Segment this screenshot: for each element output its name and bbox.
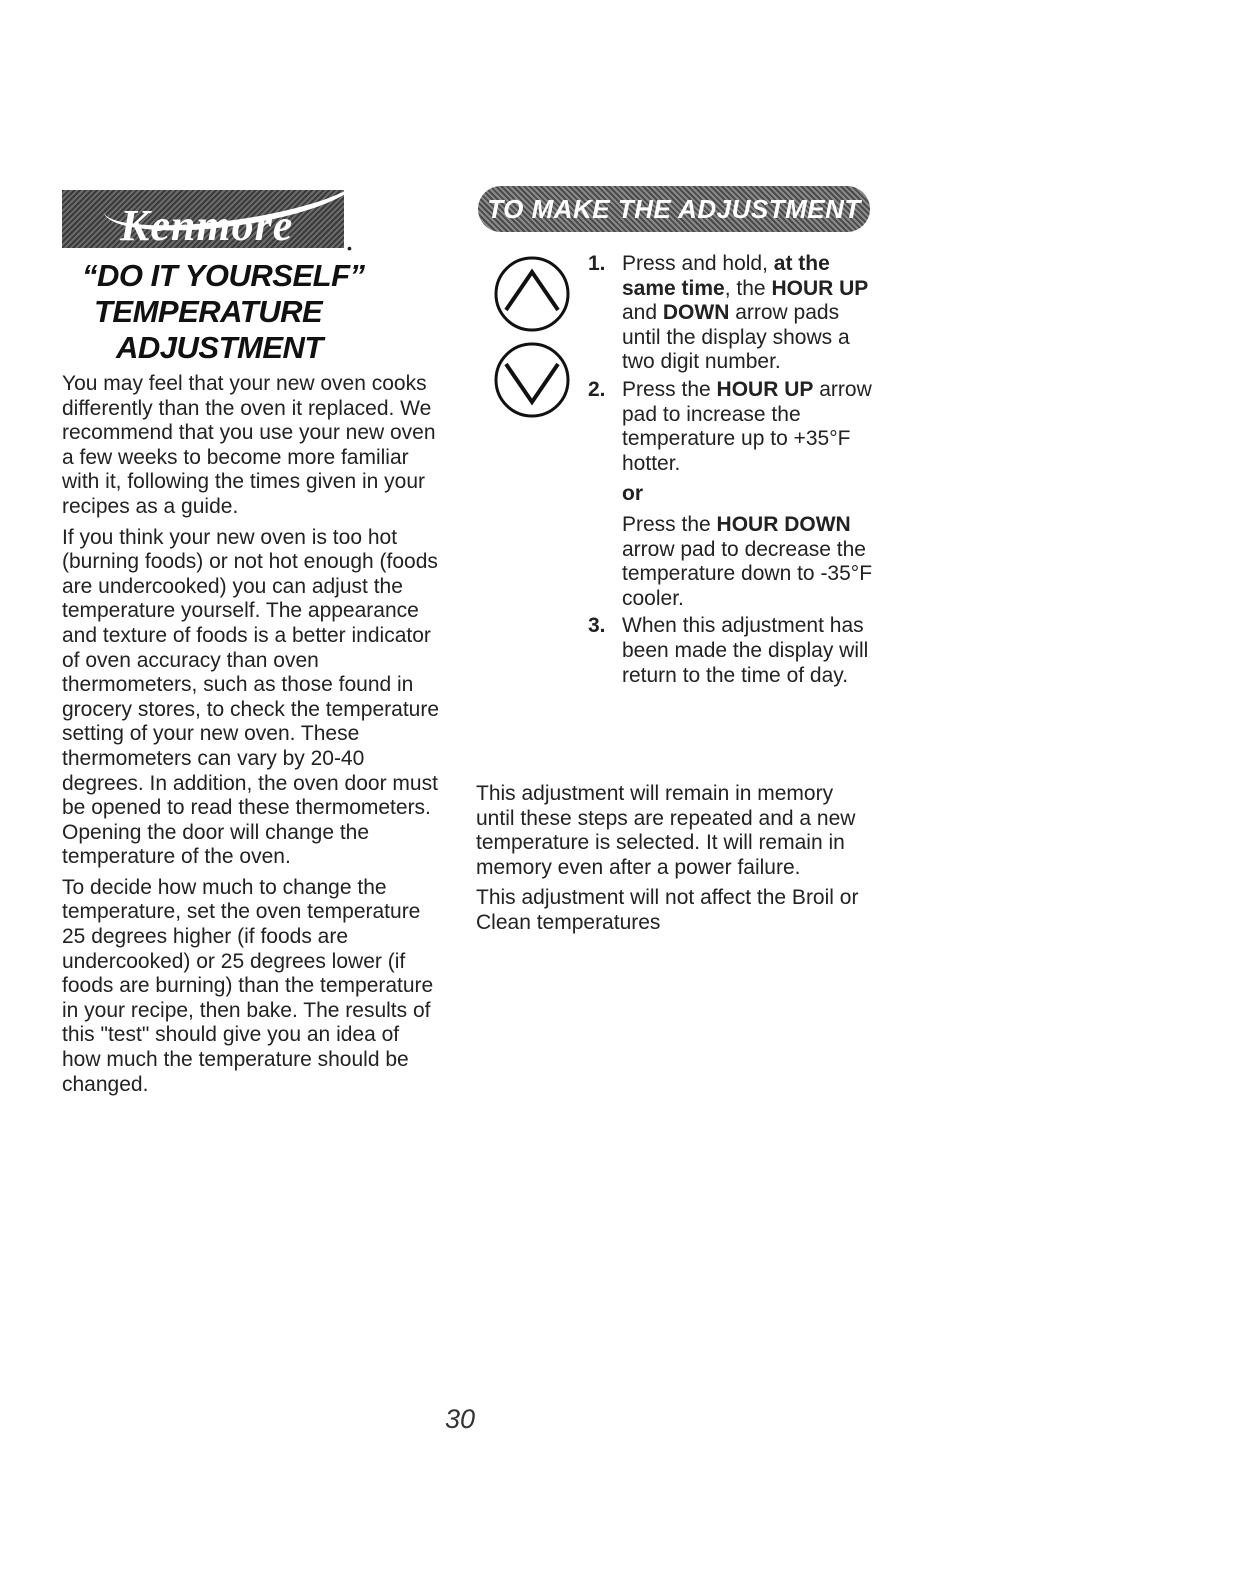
step-2-text-a: Press the <box>622 377 717 401</box>
down-arrow-pad-icon <box>490 338 574 422</box>
step-1-down: DOWN <box>662 301 730 325</box>
step-1-text-e: and <box>622 301 663 325</box>
step-2-number: 2. <box>588 377 606 401</box>
adjustment-steps <box>580 252 880 691</box>
note-paragraph-2: This adjustment will not affect the Broil or Clean temperatures <box>476 886 859 934</box>
intro-text <box>62 372 442 1103</box>
step-3-number: 3. <box>588 614 606 638</box>
intro-paragraph-2: If you think your new oven is too hot (burning foods) or not hot enough (foods are undercooked) you can adjust the temperature yourself. The appearance and texture of foods is a better indicator of oven accuracy than oven thermometers, such as those found in grocery stores, to check the temperature setting of your new oven. These thermometers can vary by 20-40 degrees. In addition, the oven door must be opened to read these thermometers. Opening the door will change the temperature of the oven. <box>62 525 440 869</box>
step-2-text-d: Press the <box>622 512 717 536</box>
step-3 <box>580 614 880 688</box>
page-title <box>62 258 382 366</box>
step-1-text-c: , the <box>724 276 772 300</box>
step-2-hour-down: HOUR DOWN <box>716 512 851 536</box>
step-2-text-c: arrow pad to increase the temperature up to +35°F hotter. <box>622 377 872 475</box>
note-paragraph-1: This adjustment will remain in memory until these steps are repeated and a new temperature is selected. It will remain in memory even after a power failure. <box>476 782 856 879</box>
title-line-3: ADJUSTMENT <box>116 330 323 365</box>
adjustment-notes <box>476 782 876 942</box>
kenmore-logo <box>62 190 344 248</box>
step-1-text-g: arrow pads until the display shows a two digit number. <box>622 301 850 374</box>
step-3-text: When this adjustment has been made the display will return to the time of day. <box>622 614 869 687</box>
section-banner <box>478 186 870 232</box>
step-2-text-f: arrow pad to decrease the temperature down to -35°F cooler. <box>622 537 873 610</box>
banner-label: TO MAKE THE ADJUSTMENT <box>487 193 861 224</box>
step-1-text-a: Press and hold, <box>622 252 774 275</box>
step-1 <box>580 252 880 375</box>
step-1-emphasis: at the same time <box>622 252 830 300</box>
logo-wordmark: Kenmore <box>120 201 294 248</box>
title-line-1: “DO IT YOURSELF” <box>82 258 365 293</box>
logo-trademark-dot: • <box>347 240 352 256</box>
step-1-number: 1. <box>588 252 606 275</box>
step-1-hour-up: HOUR UP <box>771 276 869 300</box>
step-2-alternative <box>622 513 880 611</box>
step-2 <box>580 378 880 611</box>
title-line-2: TEMPERATURE <box>94 294 323 329</box>
page-number: 30 <box>444 1404 476 1434</box>
step-2-or: or <box>622 482 643 506</box>
intro-paragraph-1: You may feel that your new oven cooks differently than the oven it replaced. We recommend that you use your new oven a few weeks to become more familiar with it, following the times given in your recipes as a guide. <box>62 372 436 518</box>
step-2-hour-up: HOUR UP <box>716 377 814 401</box>
intro-paragraph-3: To decide how much to change the temperature, set the oven temperature 25 degrees higher (if foods are undercooked) or 25 degrees lower (if foods are burning) than the temperature in your recipe, then bake. The results of this "test" should give you an idea of how much the temperature should be changed. <box>62 875 434 1096</box>
up-arrow-pad-icon <box>490 252 574 336</box>
